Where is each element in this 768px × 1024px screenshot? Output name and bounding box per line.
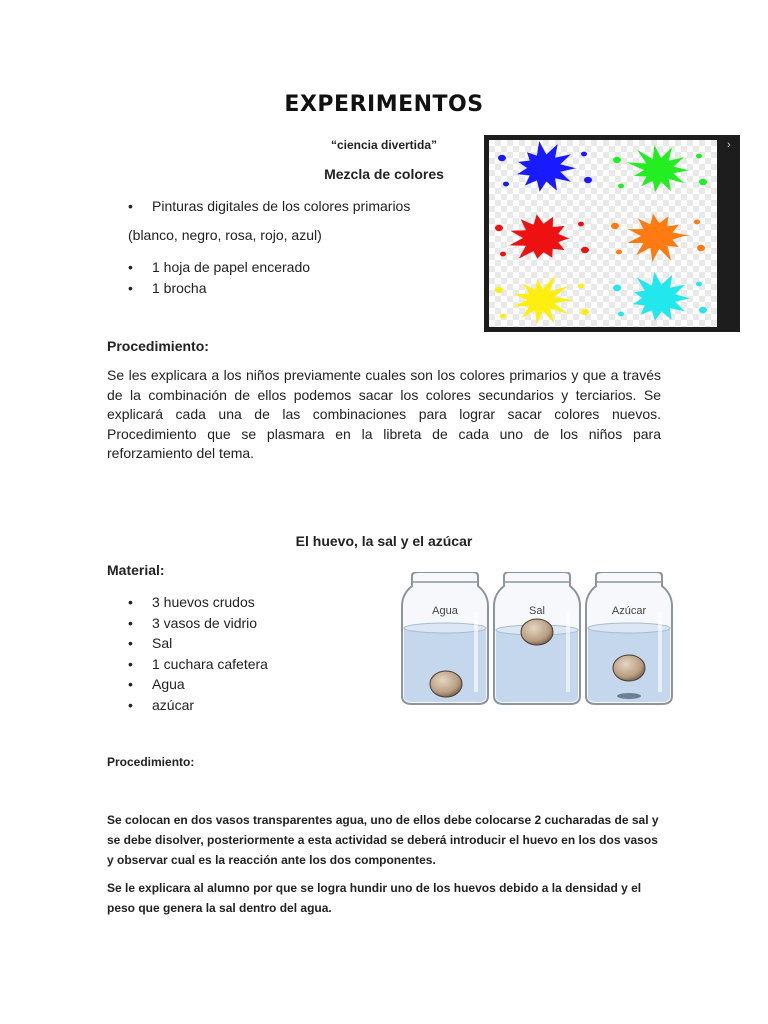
materials-list-1b — [128, 257, 448, 298]
red-splash — [495, 214, 589, 258]
page-title: EXPERIMENTOS — [284, 92, 484, 117]
procedure-text-1: Se les explicara a los niños previamente cuales son los colores primarios y que a través de la combinación de ellos podemos sacar los colores secundarios y terciarios. Se explicará cada una de las combinaciones para lograr sacar colores nuevos. Procedimiento que se plasmara en la libreta de cada uno de los niños para reforzamiento del tema. — [107, 367, 661, 461]
procedure-label-2: Procedimiento: — [107, 755, 195, 769]
page-subtitle: “ciencia divertida” — [330, 138, 438, 152]
jar-label: Azúcar — [611, 605, 647, 617]
splatter-graphic — [489, 140, 717, 327]
procedure-text-2b: Se le explicara al alumno por que se logra hundir uno de los huevos debido a la densidad y el peso que genera la sal dentro del agua. — [107, 881, 642, 915]
next-arrow-icon[interactable]: › — [727, 139, 731, 151]
jars-graphic — [398, 572, 676, 712]
section-heading-mezcla: Mezcla de colores — [324, 166, 444, 182]
list-item: • 1 hoja de papel encerado — [128, 257, 448, 278]
blue-splash — [498, 141, 592, 192]
list-item: • Agua — [128, 674, 368, 695]
materials-list-2 — [128, 592, 368, 715]
list-item: • 3 vasos de vidrio — [128, 613, 368, 634]
list-item: • Pinturas digitales de los colores primarios — [128, 196, 448, 217]
procedure-text-2a: Se colocan en dos vasos transparentes agua, uno de ellos debe colocarse 2 cucharadas de sal y se debe disolver, posteriormente a esta actividad se deberá introducir el huevo en los dos vasos y observar cual es la reacción ante los dos componentes. — [107, 813, 659, 867]
materials-list-1a — [128, 196, 448, 217]
list-item: • 3 huevos crudos — [128, 592, 368, 613]
list-item: • 1 cuchara cafetera — [128, 654, 368, 675]
list-item: • azúcar — [128, 695, 368, 716]
cyan-splash — [613, 272, 707, 321]
yellow-splash — [495, 275, 589, 324]
material-label: Material: — [107, 562, 165, 578]
jar-label: Agua — [432, 605, 458, 617]
jar-sal — [494, 572, 580, 704]
green-splash — [613, 145, 707, 193]
jar-agua — [402, 572, 488, 704]
list-item: • 1 brocha — [128, 278, 448, 299]
jar-label: Sal — [529, 605, 545, 617]
section-heading-huevo: El huevo, la sal y el azúcar — [295, 533, 473, 549]
list-item: • Sal — [128, 633, 368, 654]
procedure-label-1: Procedimiento: — [107, 338, 209, 354]
jars-illustration — [398, 572, 676, 712]
jar-azúcar — [586, 572, 672, 704]
colors-note: (blanco, negro, rosa, rojo, azul) — [128, 227, 322, 243]
orange-splash — [611, 214, 705, 262]
paint-splatter-image — [484, 135, 740, 332]
